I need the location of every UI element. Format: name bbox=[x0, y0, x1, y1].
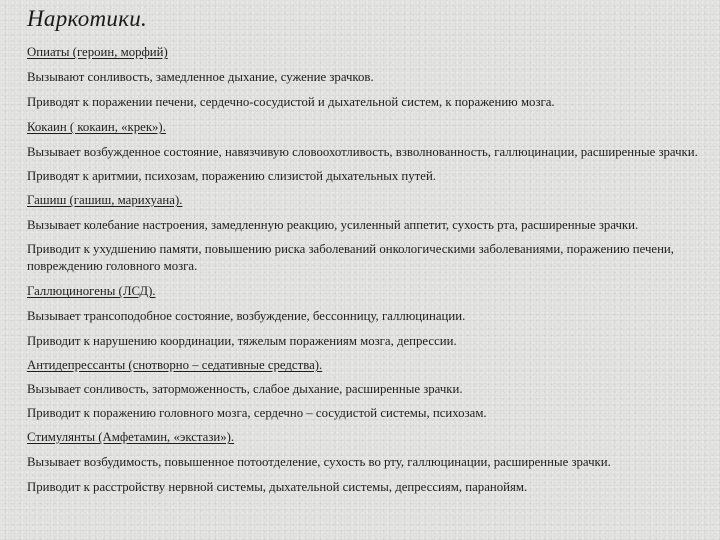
section-heading: Стимулянты (Амфетамин, «экстази»). bbox=[27, 430, 235, 444]
effect-text: Вызывают сонливость, замедленное дыхание, сужение зрачков. bbox=[27, 70, 374, 84]
effect-text: Вызывает трансоподобное состояние, возбуждение, бессонницу, галлюцинации. bbox=[27, 309, 466, 323]
effect-text: Вызывает возбужденное состояние, навязчивую словоохотливость, взволнованность, галлюцинации, расширенные зрачки. bbox=[27, 145, 698, 159]
consequence-text: Приводит к поражению головного мозга, сердечно – сосудистой системы, психозам. bbox=[27, 406, 487, 420]
effect-text: Вызывает возбудимость, повышенное потоотделение, сухость во рту, галлюцинации, расширенные зрачки. bbox=[27, 455, 611, 469]
slide-content bbox=[27, 44, 699, 496]
effect-text: Вызывает колебание настроения, замедленную реакцию, усиленный аппетит, сухость рта, расширенные зрачки. bbox=[27, 218, 639, 232]
slide-title: Наркотики. bbox=[27, 6, 148, 31]
consequence-text: Приводят к поражении печени, сердечно-сосудистой и дыхательной систем, к поражению мозга. bbox=[27, 95, 555, 109]
section-heading: Галлюциногены (ЛСД). bbox=[27, 284, 156, 298]
consequence-text: Приводит к нарушению координации, тяжелым поражениям мозга, депрессии. bbox=[27, 334, 457, 348]
section-heading: Антидепрессанты (снотворно – седативные средства). bbox=[27, 358, 323, 372]
consequence-text: Приводит к расстройству нервной системы, дыхательной системы, депрессиям, паранойям. bbox=[27, 480, 528, 494]
section-heading: Кокаин ( кокаин, «крек»). bbox=[27, 120, 166, 134]
consequence-text: Приводят к аритмии, психозам, поражению слизистой дыхательных путей. bbox=[27, 169, 436, 183]
consequence-text: Приводит к ухудшению памяти, повышению риска заболеваний онкологическими заболеваниями, поражению печени, повреждению головного мозга. bbox=[27, 242, 674, 273]
section-heading: Гашиш (гашиш, марихуана). bbox=[27, 193, 183, 207]
effect-text: Вызывает сонливость, заторможенность, слабое дыхание, расширенные зрачки. bbox=[27, 382, 463, 396]
section-heading: Опиаты (героин, морфий) bbox=[27, 45, 168, 59]
